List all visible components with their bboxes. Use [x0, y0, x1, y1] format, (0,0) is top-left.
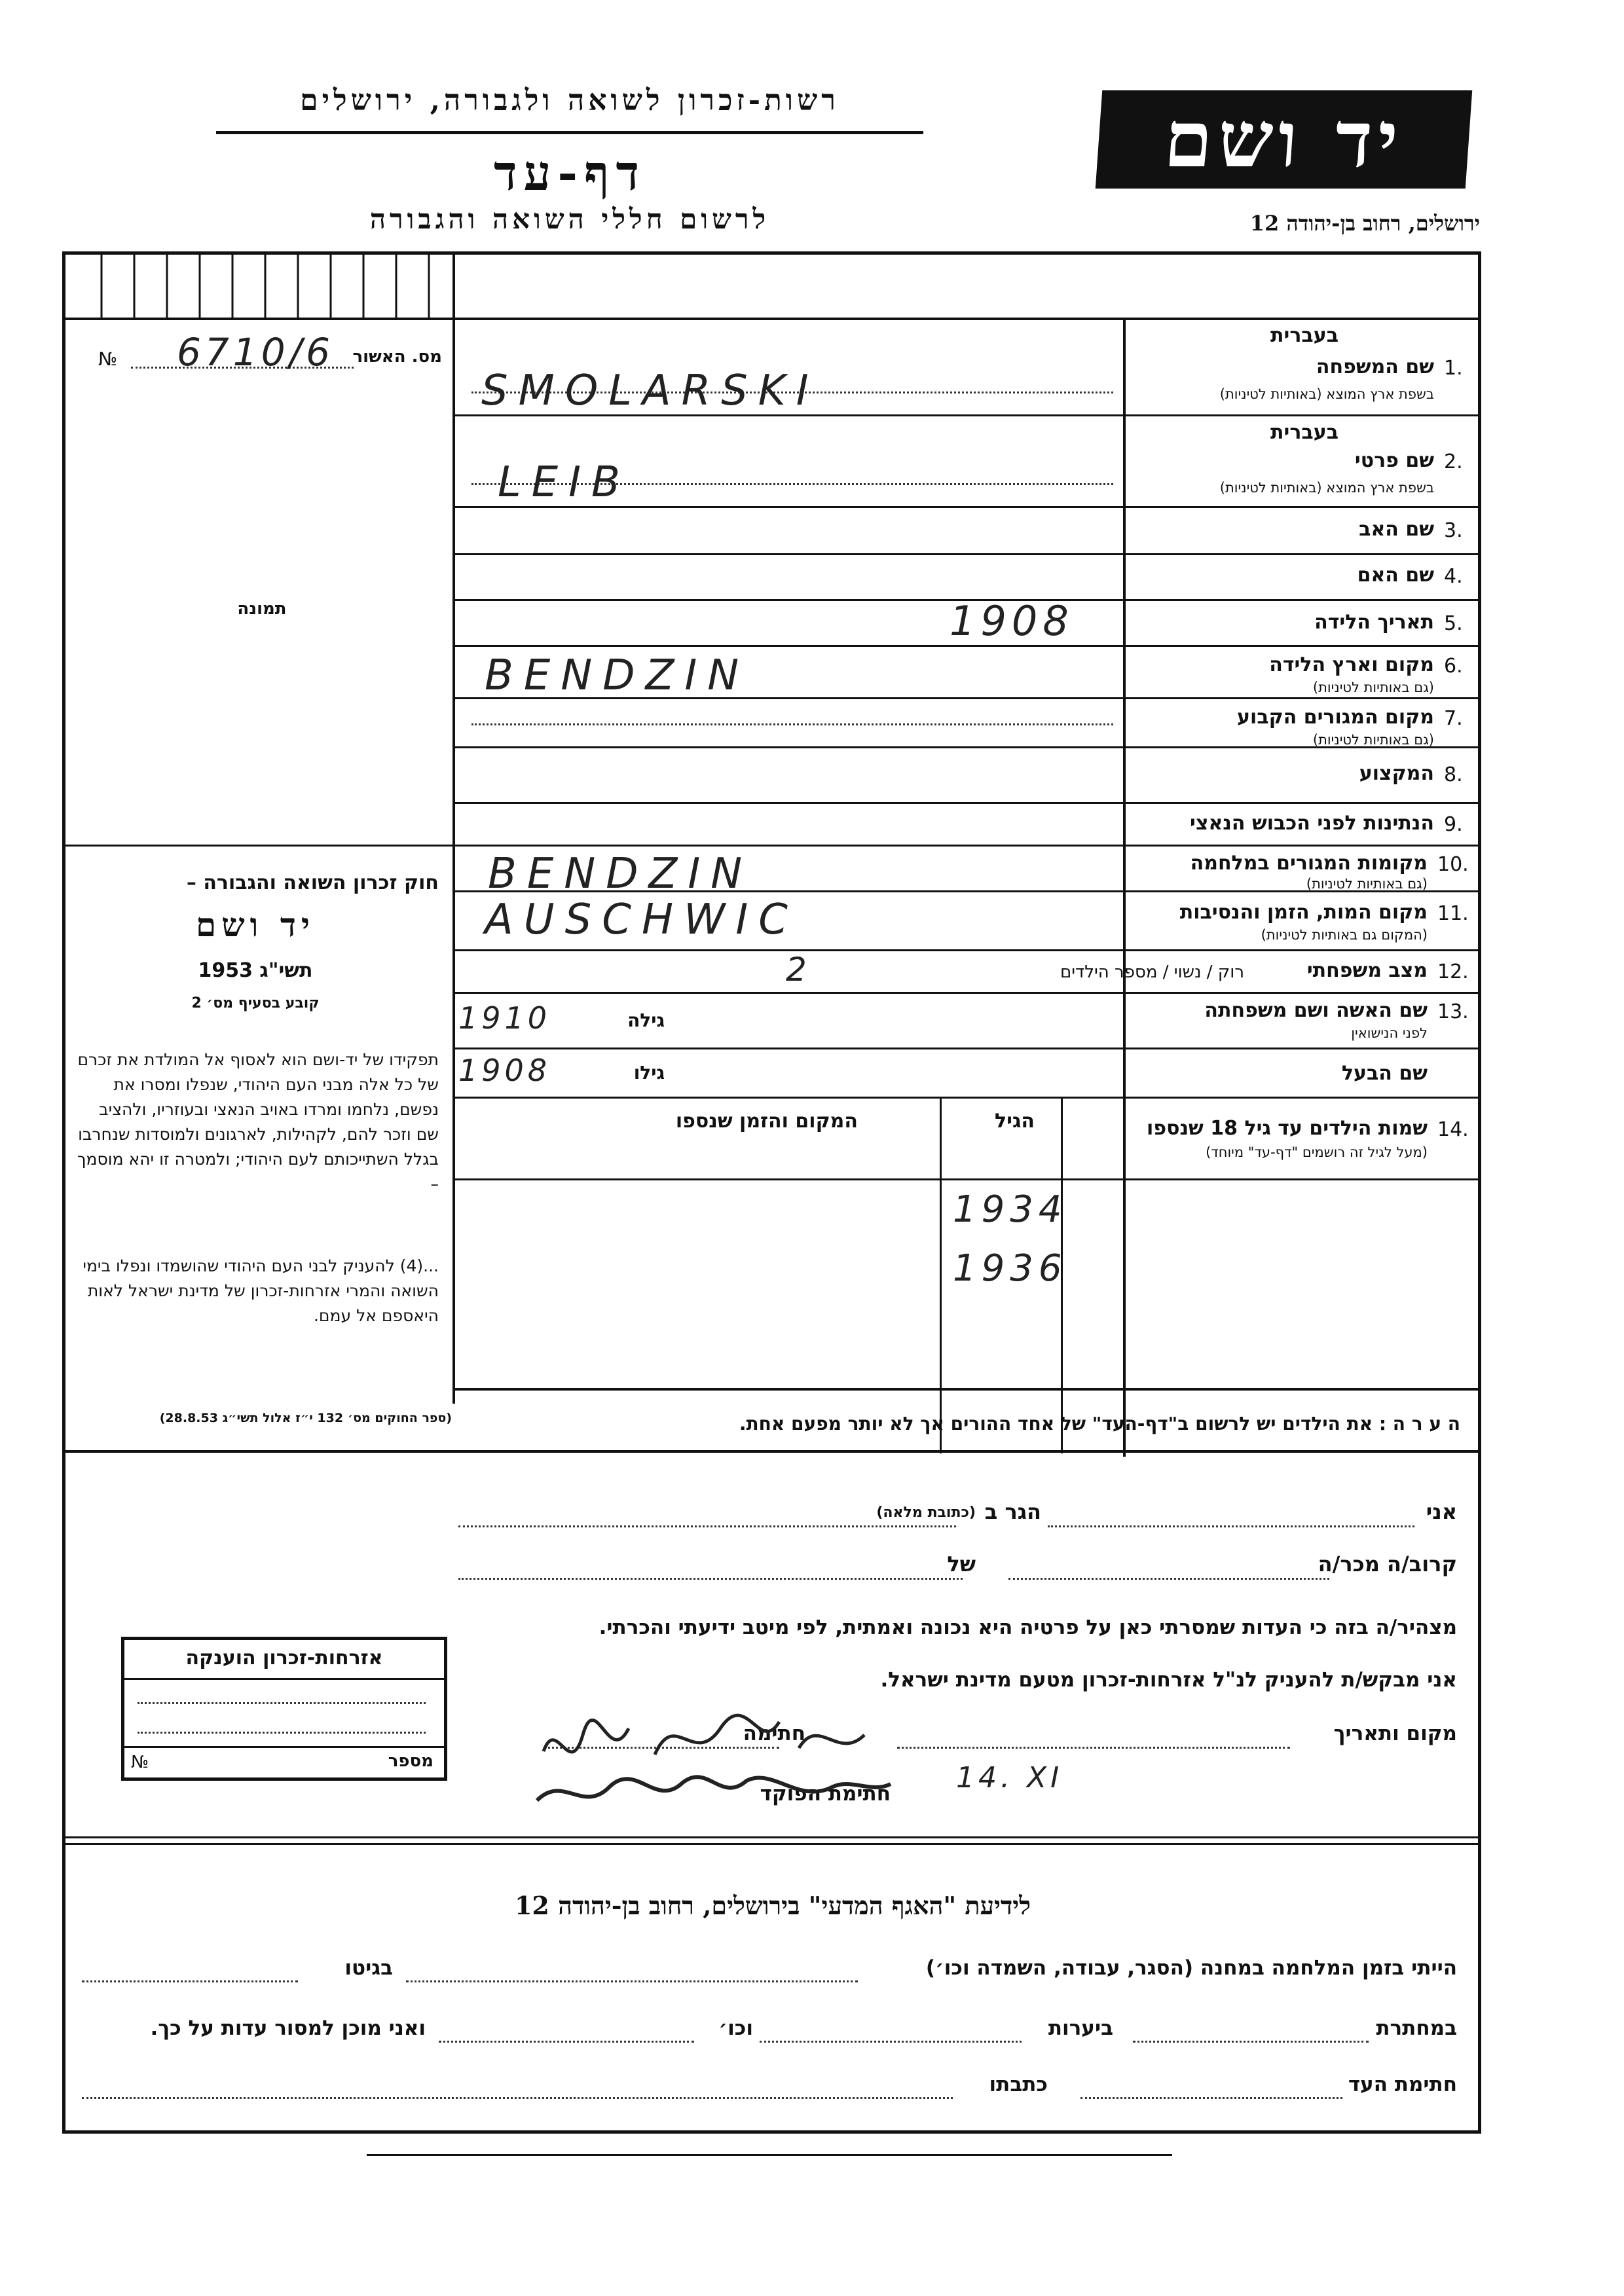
field-6-sub: (גם באותיות לטיניות)	[1312, 680, 1434, 695]
field-1-num: 1.	[1444, 357, 1463, 380]
field-3-num: 3.	[1444, 519, 1463, 542]
law-body: תפקידו של יד-ושם הוא לאסוף אל המולדת את זכרם של כל אלה מבני העם היהודי, שנפלו ומסרו את נפשם, נלחמו ומרדו באויב הנאצי ובעוזריו, ולהציב שם וזכר להם, לקהילות, לארגונים ולמוסדות שנחרבו בגלל השתייכותם לעם היהודי; ולמטרה זו יהא מוסמך –	[77, 1050, 439, 1194]
field-11-value: AUSCHWIC	[485, 896, 798, 944]
citizenship-no-mark: №	[131, 1753, 149, 1772]
decl-of-line	[458, 1578, 963, 1580]
children-place-header: המקום והזמן שנספו	[675, 1110, 858, 1133]
field-2-value: LEIB	[498, 458, 631, 507]
stamp-grid-lines	[62, 251, 452, 318]
footer-forests: ביערות	[1048, 2016, 1113, 2040]
note-top-rule	[455, 1388, 1481, 1391]
footer-address-line	[82, 2097, 953, 2099]
law-title: חוק זכרון השואה והגבורה –	[186, 871, 439, 894]
husband-label: שם הבעל	[1341, 1062, 1428, 1085]
footer-witness-sig-line	[1080, 2097, 1342, 2099]
field-10-num: 10.	[1437, 853, 1469, 876]
field-1-sub: בשפת ארץ המוצא (באותיות לטיניות)	[1219, 386, 1434, 402]
children-note: ה ע ר ה : את הילדים יש לרשום ב"דף-העד" של אחד ההורים אך לא יותר מפעם אחת.	[739, 1413, 1460, 1434]
decl-relative: קרוב/ה מכר/ה	[1318, 1552, 1457, 1576]
children-heading: שמות הילדים עד גיל 18 שנספו	[1147, 1117, 1428, 1140]
field-5-num: 5.	[1444, 612, 1463, 635]
field-6-label: מקום וארץ הלידה	[1269, 653, 1434, 676]
stamp-grid	[62, 251, 452, 318]
field-11-num: 11.	[1437, 902, 1469, 925]
footer-underground-line	[1133, 2041, 1369, 2043]
logo-text: יד ושם	[1161, 94, 1407, 185]
field-3-label: שם האב	[1359, 518, 1434, 541]
field-2-sub: בשפת ארץ המוצא (באותיות לטיניות)	[1219, 480, 1434, 496]
bottom-edge-rule	[367, 2154, 1172, 2156]
footer-etc: וכו׳	[718, 2016, 753, 2040]
field-10-value: BENDZIN	[488, 850, 753, 898]
field-12-label: מצב משפחתי	[1306, 959, 1428, 982]
field-12-num: 12.	[1437, 960, 1469, 983]
yad-vashem-logo	[1096, 90, 1472, 189]
citizenship-number-rule	[124, 1746, 444, 1748]
husband-age-label: גילו	[633, 1062, 665, 1084]
form-subtitle: לרשום חללי השואה והגבורה	[369, 203, 770, 235]
field-11-sub: (המקום גם באותיות לטיניות)	[1261, 927, 1428, 943]
wife-age-value: 1910	[458, 1000, 551, 1036]
form-title: דף-עד	[493, 145, 646, 202]
handwritten-signature	[524, 1689, 917, 1820]
field-13-num: 13.	[1437, 1000, 1469, 1023]
law-name: יד ושם	[196, 905, 315, 944]
decl-relative-line	[1008, 1578, 1329, 1580]
law-clause: קובע בסעיף מס׳ 2	[191, 995, 320, 1011]
field-7-sub: (גם באותיות לטיניות)	[1312, 732, 1434, 748]
field-1-label: שם המשפחה	[1316, 355, 1434, 378]
footer-rule-2	[62, 1843, 1481, 1845]
field-6-num: 6.	[1444, 655, 1463, 678]
citizenship-line-2	[138, 1732, 426, 1734]
field-10-label: מקומות המגורים במלחמה	[1190, 852, 1428, 875]
children-age-header: הגיל	[995, 1110, 1035, 1133]
citizenship-box	[121, 1637, 447, 1781]
field-7-label: מקום המגורים הקבוע	[1237, 706, 1434, 729]
decl-place-date-line	[897, 1747, 1290, 1749]
decl-address-note: (כתובת מלאה)	[876, 1504, 976, 1521]
child-2-year: 1936	[953, 1247, 1067, 1290]
footer-testify: ואני מוכן למסור עדות על כך.	[150, 2016, 426, 2040]
record-number-row	[85, 330, 442, 374]
footer-heading: לידיעת "האגף המדעי" בירושלים, רחוב בן-יהודה 12	[514, 1891, 1031, 1920]
decl-place-date: מקום ותאריך	[1333, 1722, 1457, 1745]
footer-underground: במחתרת	[1376, 2016, 1457, 2040]
law-year: תשי"ג 1953	[198, 959, 313, 982]
decl-statement: מצהיר/ה בזה כי העדות שמסרתי כאן על פרטיה היא נכונה ואמתית, לפי מיטב ידיעתי והכרתי.	[599, 1616, 1457, 1639]
decl-registrar: חתימת הפוקד	[760, 1782, 891, 1806]
note-bottom-rule	[62, 1450, 1481, 1453]
footer-camp-line	[406, 1980, 858, 1982]
children-sub: (מעל לגיל זה רושמים "דף-עד" מיוחד)	[1206, 1144, 1428, 1160]
decl-of: של	[947, 1552, 976, 1576]
decl-signature: חתימה	[743, 1722, 805, 1745]
field-13-label: שם האשה ושם משפחתה	[1204, 999, 1428, 1022]
photo-bottom-rule	[62, 845, 452, 847]
photo-label: תמונה	[237, 599, 287, 619]
footer-rule-1	[62, 1836, 1481, 1838]
field-6-value: BENDZIN	[485, 651, 750, 700]
field-5-value: 1908	[950, 597, 1074, 645]
children-header-rule	[455, 1178, 1481, 1180]
field-4-num: 4.	[1444, 565, 1463, 588]
child-1-year: 1934	[953, 1188, 1067, 1231]
footer-witness-sig: חתימת העד	[1348, 2073, 1457, 2096]
field-13-sub: לפני הנישואין	[1351, 1025, 1428, 1041]
marital-options: רוק / נשוי / מספר הילדים	[1060, 962, 1244, 982]
husband-age-value: 1908	[458, 1053, 551, 1088]
record-number-label: מס. האשור	[352, 347, 442, 367]
footer-forests-line	[760, 2041, 1022, 2043]
field-9-num: 9.	[1444, 813, 1463, 836]
decl-request: אני מבקש/ת להעניק לנ"ל אזרחות-זכרון מטעם מדינת ישראל.	[880, 1668, 1457, 1692]
field-1-tag: בעברית	[1270, 324, 1338, 347]
citizenship-title-rule	[124, 1678, 444, 1680]
authority-title: רשות-זכרון לשואה ולגבורה, ירושלים	[300, 84, 840, 117]
footer-ghetto: בגיטו	[344, 1956, 393, 1980]
field-11-label: מקום המות, הזמן והנסיבות	[1179, 901, 1428, 924]
field-2-label: שם פרטי	[1354, 449, 1434, 472]
field-9-label: הנתינות לפני הכבוש הנאצי	[1190, 812, 1434, 835]
decl-resident-2: הגר ב	[984, 1499, 1041, 1524]
decl-resident: אני	[1426, 1499, 1457, 1524]
field-8-num: 8.	[1444, 763, 1463, 786]
law-reference: (ספר החוקים מס׳ 132 י״ז אלול תשי״ג 28.8.53)	[159, 1411, 452, 1425]
field-1-value: SMOLARSKI	[481, 367, 819, 415]
label-column-rule	[1123, 318, 1126, 1457]
decl-date: 14. XI	[956, 1761, 1063, 1795]
citizenship-line-1	[138, 1702, 426, 1704]
footer-etc-line	[439, 2041, 694, 2043]
header-rule	[216, 131, 923, 134]
wife-age-label: גילה	[627, 1010, 665, 1031]
law-body-2: ...(4) להעניק לבני העם היהודי שהושמדו ונפלו בימי השואה והמרי אזרחות-זכרון של מדינת ישראל לאות היאספם אל עמם.	[83, 1256, 439, 1325]
address: ירושלים, רחוב בן-יהודה 12	[1249, 211, 1480, 236]
record-number-value: 6710/6	[177, 330, 335, 374]
field-4-label: שם האם	[1357, 564, 1434, 587]
footer-address: כתבתו	[989, 2073, 1048, 2096]
left-column-rule	[452, 251, 455, 1404]
decl-address-line	[458, 1525, 956, 1527]
top-row-rule	[62, 318, 1481, 320]
record-no-mark: №	[98, 348, 118, 370]
children-num: 14.	[1437, 1118, 1469, 1141]
field-10-sub: (גם באותיות לטיניות)	[1306, 876, 1428, 892]
footer-ghetto-line	[82, 1980, 298, 1982]
field-2-num: 2.	[1444, 450, 1463, 473]
field-7-num: 7.	[1444, 707, 1463, 730]
children-count: 2	[786, 951, 807, 989]
footer-camp: הייתי בזמן המלחמה במחנה (הסגר, עבודה, השמדה וכו׳)	[925, 1956, 1457, 1980]
citizenship-title: אזרחות-זכרון הוענקה	[185, 1647, 383, 1669]
citizenship-number-label: מספר	[388, 1751, 434, 1771]
children-age-col-left	[940, 1097, 942, 1453]
field-5-label: תאריך הלידה	[1314, 611, 1434, 634]
field-8-label: המקצוע	[1359, 762, 1434, 785]
field-2-tag: בעברית	[1270, 421, 1338, 444]
decl-name-line	[1048, 1525, 1414, 1527]
